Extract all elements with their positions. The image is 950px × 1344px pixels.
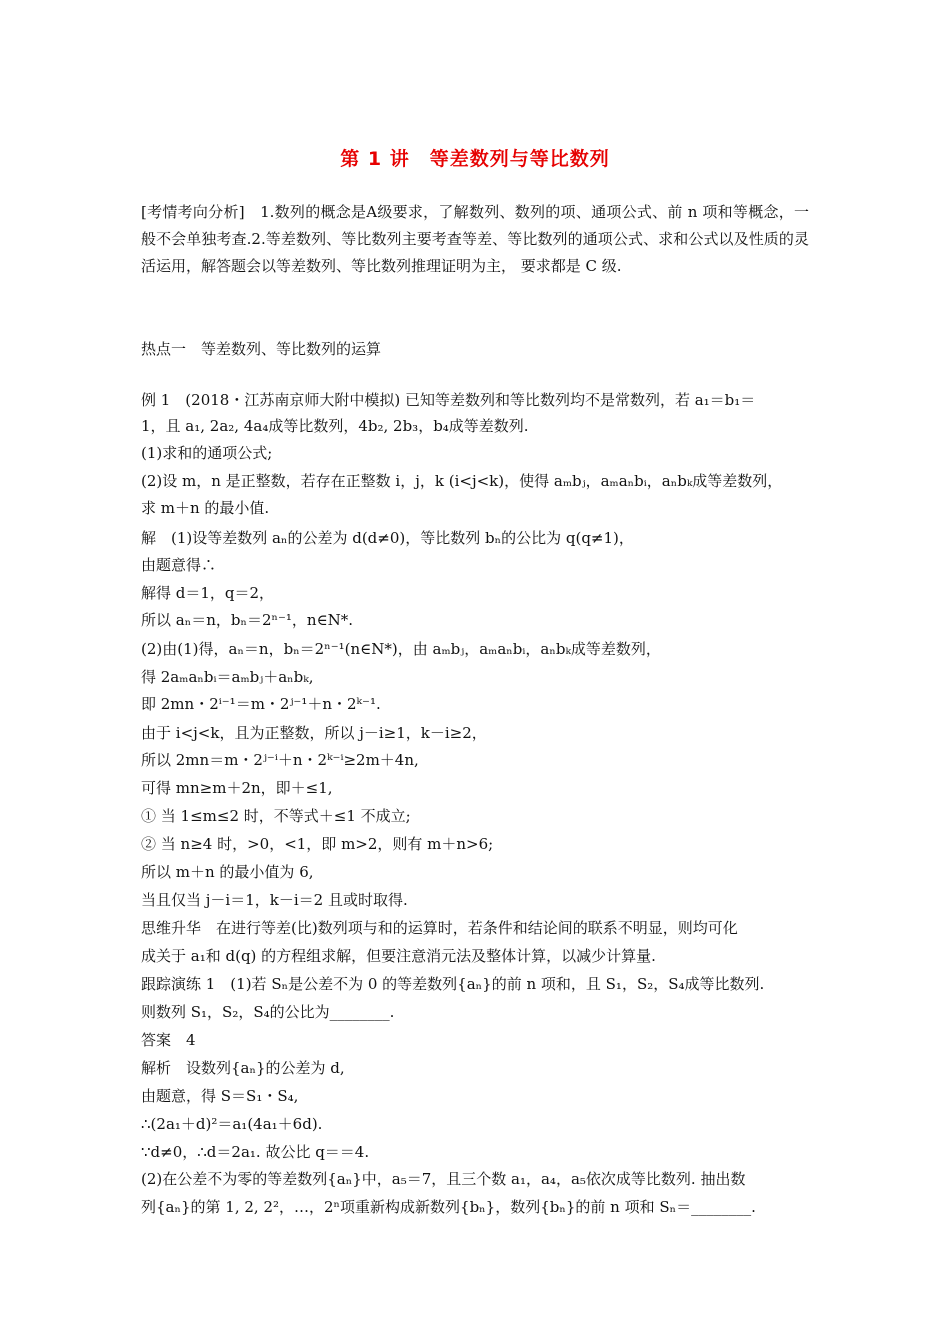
text-line: 列{aₙ}的第 1, 2, 2²，…，2ⁿ项重新构成新数列{bₙ}，数列{bₙ}的前 n 项和 Sₙ＝________. (141, 1198, 756, 1216)
text-line: (1)求和的通项公式; (141, 444, 273, 462)
text-line: 则数列 S₁，S₂，S₄的公比为________. (141, 1003, 395, 1021)
text-line: 例 1 (2018・江苏南京师大附中模拟) 已知等差数列和等比数列均不是常数列，若 a₁＝b₁＝ (141, 391, 756, 409)
text-line: 求 m＋n 的最小值. (141, 499, 270, 517)
text-line: 得 2aₘaₙbᵢ＝aₘbⱼ＋aₙbₖ, (141, 668, 314, 686)
exam-analysis-paragraph: [考情考向分析] 1.数列的概念是A级要求，了解数列、数列的项、通项公式、前 n 项和等概念，一般不会单独考查.2.等差数列、等比数列主要考查等差、等比数列的通项公式、求和公式以及性质的灵活运用，解答题会以等差数列、等比数列推理证明为主， 要求都是 C 级. (141, 203, 809, 275)
text-line: 由题意得∴ (141, 556, 217, 574)
text-line: (2)设 m，n 是正整数，若存在正整数 i，j，k (i<j<k)，使得 aₘbⱼ，aₘaₙbᵢ，aₙbₖ成等差数列， (141, 472, 783, 490)
text-line: 所以 2mn＝m・2ʲ⁻ⁱ＋n・2ᵏ⁻ⁱ≥2m＋4n, (141, 751, 419, 769)
text-line: 可得 mn≥m＋2n，即＋≤1, (141, 779, 333, 797)
text-line: 解 (1)设等差数列 aₙ的公差为 d(d≠0)，等比数列 bₙ的公比为 q(q≠1)， (141, 529, 634, 547)
text-line: (2)在公差不为零的等差数列{aₙ}中，a₅＝7，且三个数 a₁，a₄，a₅依次成等比数列. 抽出数 (141, 1170, 746, 1188)
text-line: 当且仅当 j－i＝1，k－i＝2 且或时取得. (141, 891, 408, 909)
text-line: 由于 i<j<k，且为正整数，所以 j－i≥1，k－i≥2， (141, 724, 487, 742)
text-line: 由题意，得 S＝S₁・S₄, (141, 1087, 299, 1105)
text-line: (2)由(1)得，aₙ＝n，bₙ＝2ⁿ⁻¹(n∈N*)，由 aₘbⱼ，aₘaₙbᵢ，aₙbₖ成等差数列， (141, 640, 661, 658)
text-line: ∴(2a₁＋d)²＝a₁(4a₁＋6d). (141, 1115, 323, 1133)
text-line: 解得 d＝1，q＝2， (141, 584, 275, 602)
text-line: 跟踪演练 1 (1)若 Sₙ是公差不为 0 的等差数列{aₙ}的前 n 项和，且 S₁，S₂，S₄成等比数列. (141, 975, 765, 993)
text-line: 所以 aₙ＝n，bₙ＝2ⁿ⁻¹，n∈N*. (141, 611, 354, 629)
text-line: 成关于 a₁和 d(q) 的方程组求解，但要注意消元法及整体计算，以减少计算量. (141, 947, 656, 965)
text-line: ② 当 n≥4 时，>0，<1，即 m>2，则有 m＋n>6; (141, 835, 494, 853)
text-line: 思维升华 在进行等差(比)数列项与和的运算时，若条件和结论间的联系不明显，则均可化 (141, 919, 738, 937)
section-heading: 热点一 等差数列、等比数列的运算 (141, 340, 382, 358)
text-line: 1，且 a₁, 2a₂, 4a₄成等比数列，4b₂, 2b₃，b₄成等差数列. (141, 417, 529, 435)
text-line: 即 2mn・2ⁱ⁻¹＝m・2ʲ⁻¹＋n・2ᵏ⁻¹. (141, 695, 381, 713)
text-line: 解析 设数列{aₙ}的公差为 d, (141, 1059, 345, 1077)
text-line: ∵d≠0，∴d＝2a₁. 故公比 q＝＝4. (141, 1143, 370, 1161)
text-line: ① 当 1≤m≤2 时，不等式＋≤1 不成立; (141, 807, 411, 825)
text-line: 所以 m＋n 的最小值为 6, (141, 863, 314, 881)
text-line: 答案 4 (141, 1031, 196, 1049)
page-title: 第 1 讲 等差数列与等比数列 (340, 148, 610, 170)
